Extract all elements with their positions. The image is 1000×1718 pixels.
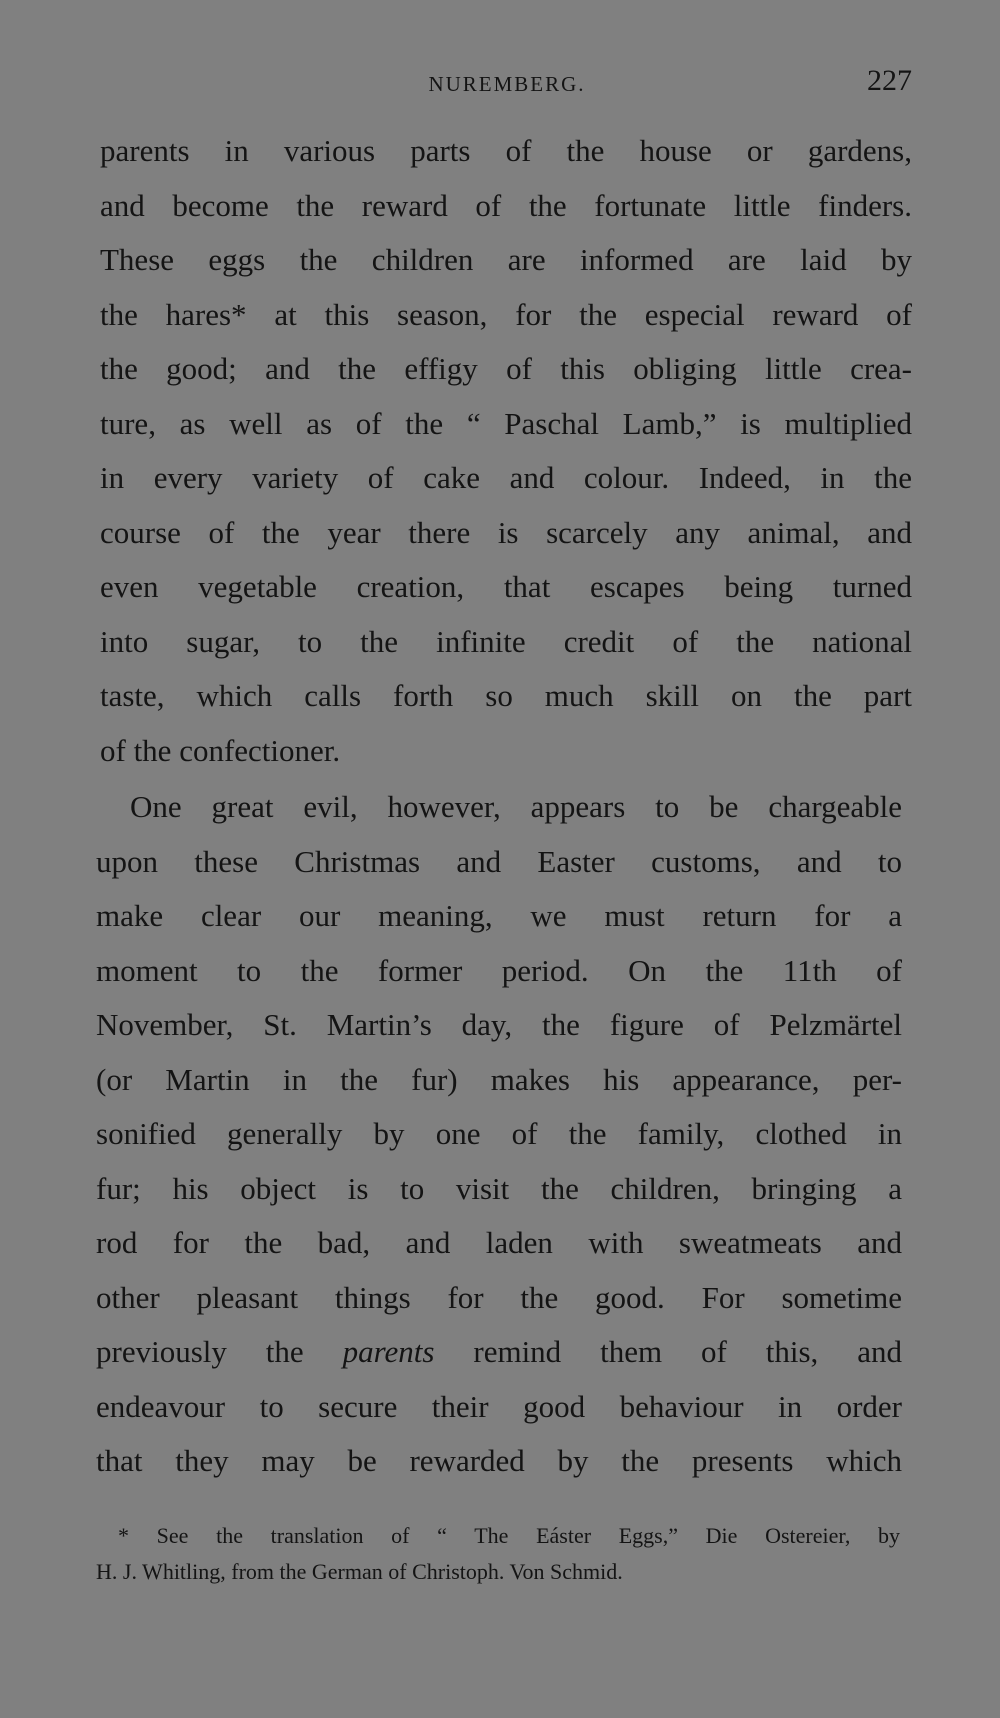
- text-line: taste, which calls forth so much skill on the part: [100, 678, 912, 713]
- running-head: [100, 64, 914, 108]
- text-line: fur; his object is to visit the children, bringing a: [96, 1170, 902, 1206]
- text-line: other pleasant things for the good. For sometime: [96, 1279, 902, 1315]
- paragraph-continued: [100, 124, 912, 778]
- text-line: into sugar, to the infinite credit of the national: [100, 623, 912, 659]
- text-line: (or Martin in the fur) makes his appearance, per-: [96, 1061, 902, 1097]
- text-segment: previously the: [96, 1334, 343, 1369]
- text-line: and become the reward of the fortunate little finders.: [100, 187, 912, 223]
- text-line: These eggs the children are informed are laid by: [100, 242, 912, 277]
- paragraph-evil-customs: [96, 780, 902, 1489]
- text-line: moment to the former period. On the 11th of: [96, 952, 902, 988]
- text-line-with-italic: [96, 1325, 902, 1380]
- text-line: that they may be rewarded by the presents which: [96, 1443, 902, 1478]
- text-line: One great evil, however, appears to be chargeable: [130, 789, 902, 824]
- text-line: parents in various parts of the house or gardens,: [100, 133, 912, 168]
- text-line: rod for the bad, and laden with sweatmeats and: [96, 1225, 902, 1260]
- footnote: [96, 1518, 900, 1590]
- footnote-line: H. J. Whitling, from the German of Christoph. Von Schmid.: [96, 1559, 623, 1584]
- text-line: make clear our meaning, we must return for a: [96, 898, 902, 933]
- text-line: the hares* at this season, for the especial reward of: [100, 296, 912, 332]
- text-line: of the confectioner.: [100, 732, 341, 768]
- text-line: sonified generally by one of the family, clothed in: [96, 1116, 902, 1151]
- text-line: in every variety of cake and colour. Indeed, in the: [100, 460, 912, 495]
- text-line: the good; and the effigy of this obliging little crea-: [100, 351, 912, 386]
- running-title: NUREMBERG.: [428, 72, 586, 96]
- text-segment: remind them of this, and: [434, 1334, 902, 1369]
- text-line: course of the year there is scarcely any animal, and: [100, 514, 912, 550]
- text-line: upon these Christmas and Easter customs, and to: [96, 843, 902, 879]
- italic-word: parents: [342, 1334, 435, 1369]
- text-line: November, St. Martin’s day, the figure of Pelzmärtel: [96, 1007, 902, 1042]
- text-line: ture, as well as of the “ Paschal Lamb,” is multiplied: [100, 405, 912, 441]
- text-line: endeavour to secure their good behaviour in order: [96, 1388, 902, 1424]
- text-line: even vegetable creation, that escapes being turned: [100, 569, 912, 604]
- page-number: 227: [867, 64, 912, 97]
- footnote-line: * See the translation of “ The Eáster Eggs,” Die Ostereier, by: [118, 1523, 900, 1548]
